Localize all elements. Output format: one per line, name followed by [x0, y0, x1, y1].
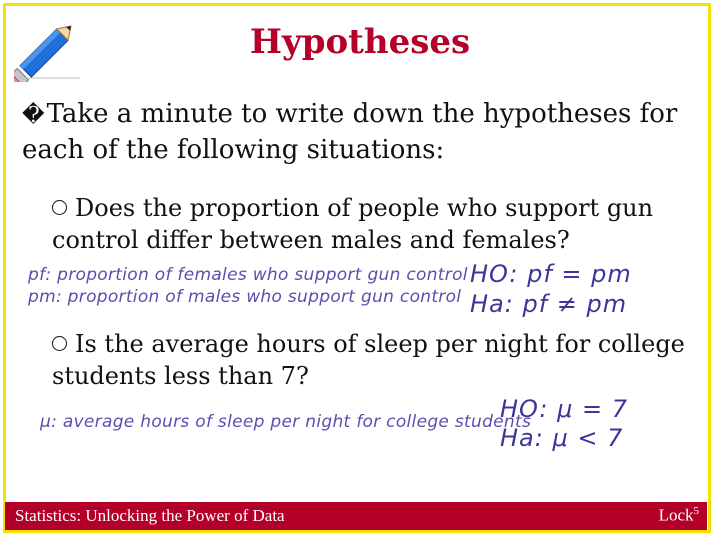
bullet-icon: � [22, 103, 45, 128]
main-bullet-text: Take a minute to write down the hypotheses for each of the following situations: [22, 99, 678, 165]
question-2-text: Is the average hours of sleep per night for college students less than 7? [52, 330, 685, 390]
alt-hypothesis-2: Ha: μ < 7 [500, 424, 624, 452]
note-mu: μ: average hours of sleep per night for college students [40, 412, 532, 432]
footer-author-sup: 5 [693, 505, 699, 517]
circle-bullet-icon [52, 200, 67, 215]
circle-bullet-icon [52, 336, 67, 351]
footer-author [659, 505, 699, 526]
null-hypothesis-2: HO: μ = 7 [500, 395, 629, 423]
question-1-text: Does the proportion of people who support gun control differ between males and females? [52, 194, 654, 254]
note-females: pf: proportion of females who support gun control [28, 265, 468, 285]
footer-author-name: Lock [658, 505, 694, 525]
null-hypothesis-1: HO: pf = pm [470, 260, 632, 288]
question-1 [52, 192, 692, 256]
alt-hypothesis-1: Ha: pf ≠ pm [470, 290, 628, 318]
question-2 [52, 328, 692, 392]
note-males: pm: proportion of males who support gun control [28, 287, 462, 307]
footer-book-title: Statistics: Unlocking the Power of Data [15, 506, 285, 525]
footer-bar [5, 502, 707, 530]
slide-title: Hypotheses [249, 22, 471, 62]
main-bullet [22, 97, 702, 167]
